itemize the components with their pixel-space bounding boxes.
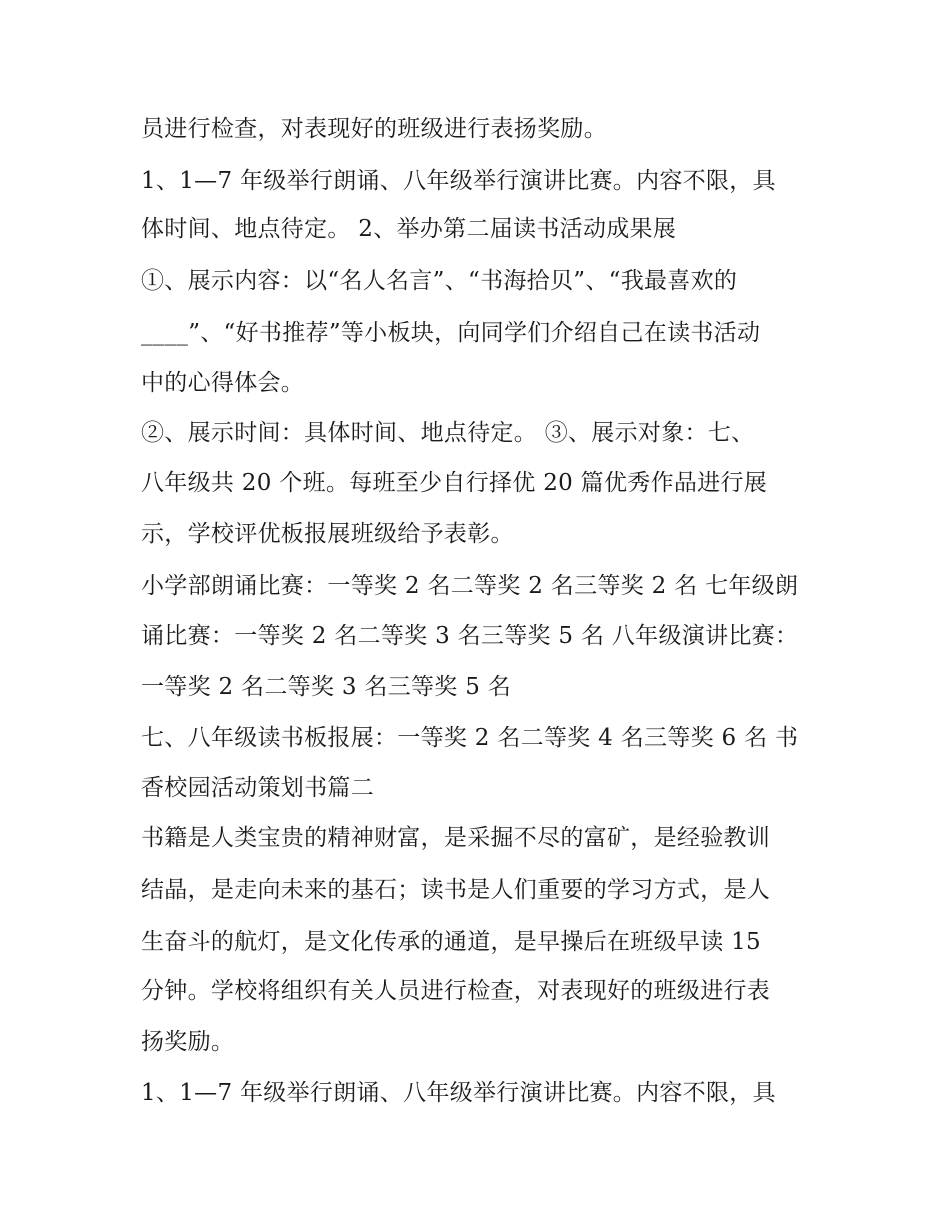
text-line: 体时间、地点待定。 2、举办第二届读书活动成果展 xyxy=(141,216,677,242)
text-line: 七、八年级读书板报展：一等奖 2 名二等奖 4 名三等奖 6 名 书 xyxy=(141,725,799,751)
text-line: 扬奖励。 xyxy=(141,1029,235,1055)
text-line: 示，学校评优板报展班级给予表彰。 xyxy=(141,521,514,547)
text-line: 香校园活动策划书篇二 xyxy=(141,775,374,801)
text-line: 一等奖 2 名二等奖 3 名三等奖 5 名 xyxy=(141,674,512,700)
text-line: 分钟。学校将组织有关人员进行检查，对表现好的班级进行表 xyxy=(141,978,771,1004)
text-line: 生奋斗的航灯，是文化传承的通道，是早操后在班级早读 15 xyxy=(141,929,761,955)
text-line: 1、1—7 年级举行朗诵、八年级举行演讲比赛。内容不限，具 xyxy=(141,168,776,194)
text-line: ②、展示时间：具体时间、地点待定。 ③、展示对象：七、 xyxy=(141,420,755,446)
text-line: 小学部朗诵比赛：一等奖 2 名二等奖 2 名三等奖 2 名 七年级朗 xyxy=(141,573,799,599)
text-line: 结晶，是走向未来的基石；读书是人们重要的学习方式，是人 xyxy=(141,877,771,903)
text-line: 员进行检查，对表现好的班级进行表扬奖励。 xyxy=(141,116,607,142)
text-line: 八年级共 20 个班。每班至少自行择优 20 篇优秀作品进行展 xyxy=(141,470,768,496)
text-line: 中的心得体会。 xyxy=(141,370,305,396)
text-line: 书籍是人类宝贵的精神财富，是采掘不尽的富矿，是经验教训 xyxy=(141,825,771,851)
text-line: 1、1—7 年级举行朗诵、八年级举行演讲比赛。内容不限，具 xyxy=(141,1080,776,1106)
text-line: ①、展示内容：以“名人名言”、“书海拾贝”、“我最喜欢的 xyxy=(141,268,738,294)
text-line: ____”、“好书推荐”等小板块，向同学们介绍自己在读书活动 xyxy=(141,320,761,346)
text-line: 诵比赛：一等奖 2 名二等奖 3 名三等奖 5 名 八年级演讲比赛： xyxy=(141,623,799,649)
